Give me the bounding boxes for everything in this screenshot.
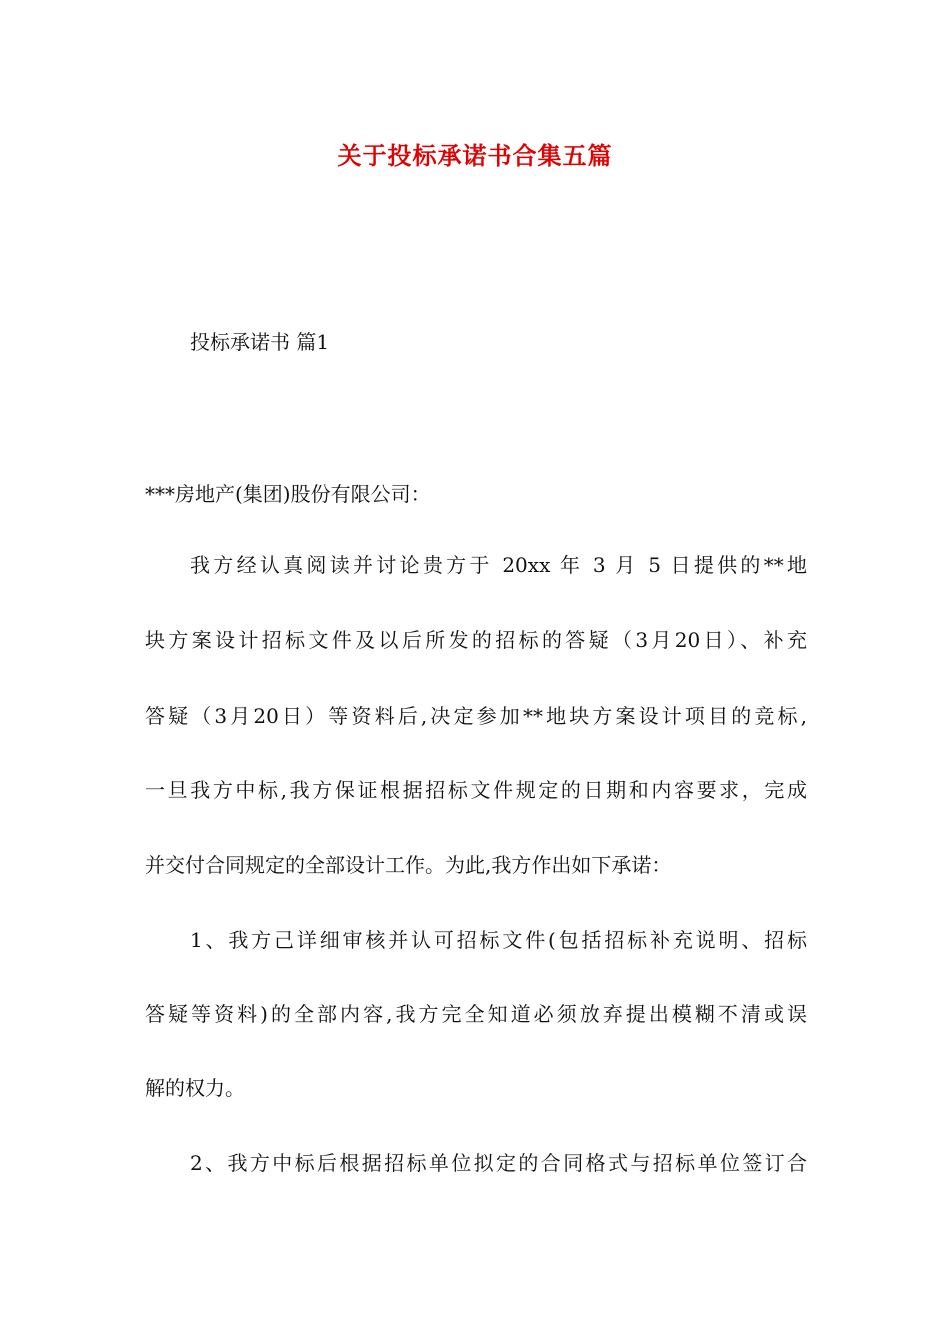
salutation: ***房地产(集团)股份有限公司： — [145, 482, 431, 506]
paragraph-line: 块方案设计招标文件及以后所发的招标的答疑（3月20日）、补充 — [145, 628, 807, 652]
paragraph-line: 答疑等资料)的全部内容,我方完全知道必须放弃提出模糊不清或误 — [145, 1002, 807, 1026]
document-title: 关于投标承诺书合集五篇 — [337, 142, 613, 170]
paragraph-line: 我方经认真阅读并讨论贵方于 20xx 年 3 月 5 日提供的**地 — [190, 553, 807, 577]
paragraph-line: 并交付合同规定的全部设计工作。为此,我方作出如下承诺： — [145, 853, 672, 877]
paragraph-line: 答疑（3月20日）等资料后,决定参加**地块方案设计项目的竞标, — [145, 704, 807, 728]
paragraph-line: 解的权力。 — [145, 1076, 245, 1100]
paragraph-line: 1、我方己详细审核并认可招标文件(包括招标补充说明、招标 — [190, 928, 807, 952]
paragraph-line: 2、我方中标后根据招标单位拟定的合同格式与招标单位签订合 — [190, 1151, 807, 1175]
section-heading: 投标承诺书 篇1 — [190, 330, 330, 354]
paragraph-line: 一旦我方中标,我方保证根据招标文件规定的日期和内容要求，完成 — [145, 778, 807, 802]
